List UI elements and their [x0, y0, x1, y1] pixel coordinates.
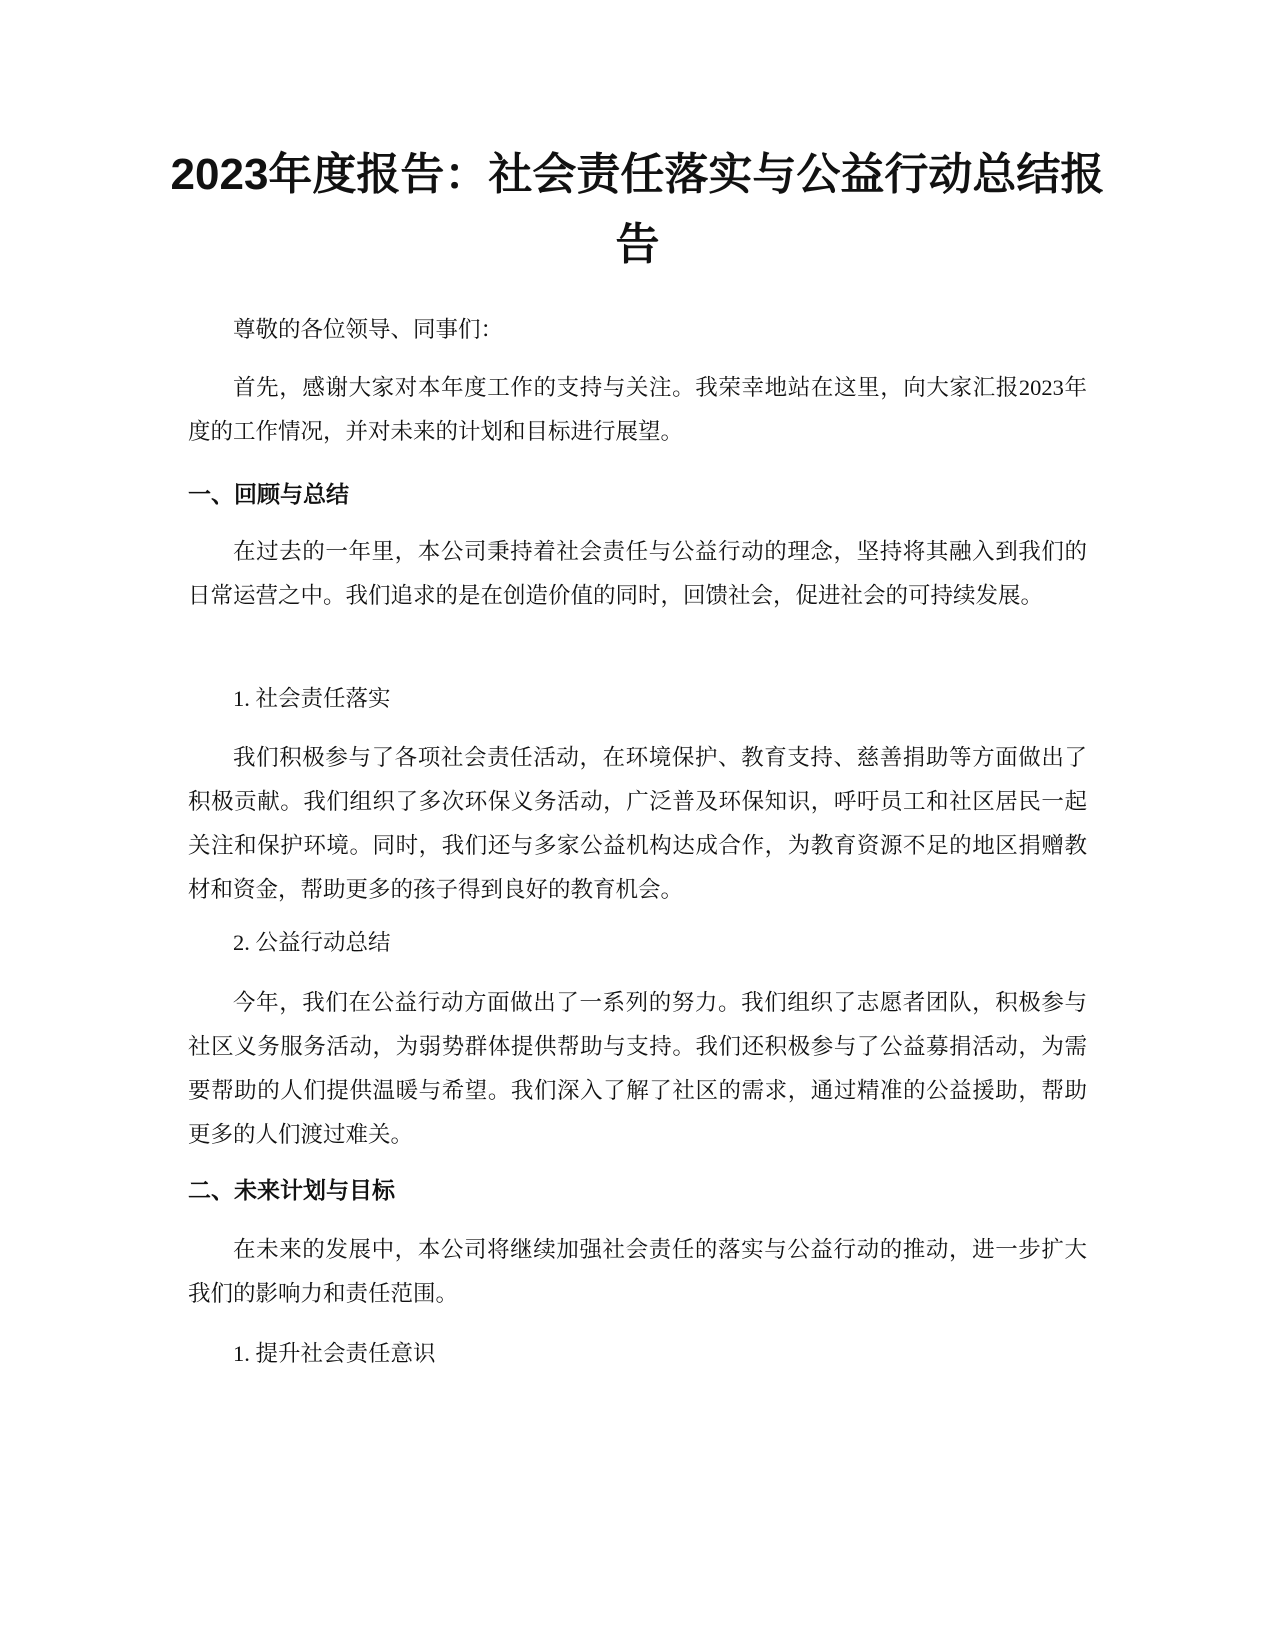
section-1-paragraph: 在过去的一年里，本公司秉持着社会责任与公益行动的理念，坚持将其融入到我们的日常运营之中。我们追求的是在创造价值的同时，回馈社会，促进社会的可持续发展。 — [188, 539, 1087, 608]
document-title: 2023年度报告：社会责任落实与公益行动总结报告 — [170, 150, 1105, 269]
subsection-1-2-paragraph: 今年，我们在公益行动方面做出了一系列的努力。我们组织了志愿者团队，积极参与社区义务服务活动，为弱势群体提供帮助与支持。我们还积极参与了公益募捐活动，为需要帮助的人们提供温暖与希望。我们深入了解了社区的需求，通过精准的公益援助，帮助更多的人们渡过难关。 — [188, 990, 1087, 1147]
section-2-paragraph: 在未来的发展中，本公司将继续加强社会责任的落实与公益行动的推动，进一步扩大我们的影响力和责任范围。 — [188, 1237, 1087, 1306]
subsection-2-1-heading: 1. 提升社会责任意识 — [233, 1341, 436, 1366]
subsection-1-1-paragraph: 我们积极参与了各项社会责任活动，在环境保护、教育支持、慈善捐助等方面做出了积极贡献。我们组织了多次环保义务活动，广泛普及环保知识，呼吁员工和社区居民一起关注和保护环境。同时，我们还与多家公益机构达成合作，为教育资源不足的地区捐赠教材和资金，帮助更多的孩子得到良好的教育机会。 — [188, 745, 1087, 902]
section-1-heading: 一、回顾与总结 — [188, 481, 349, 507]
section-2-heading: 二、未来计划与目标 — [188, 1177, 395, 1203]
intro-paragraph: 首先，感谢大家对本年度工作的支持与关注。我荣幸地站在这里，向大家汇报2023年度的工作情况，并对未来的计划和目标进行展望。 — [188, 375, 1087, 444]
subsection-1-1-heading: 1. 社会责任落实 — [233, 686, 391, 711]
greeting-paragraph: 尊敬的各位领导、同事们： — [233, 317, 504, 342]
subsection-1-2-heading: 2. 公益行动总结 — [233, 930, 391, 955]
